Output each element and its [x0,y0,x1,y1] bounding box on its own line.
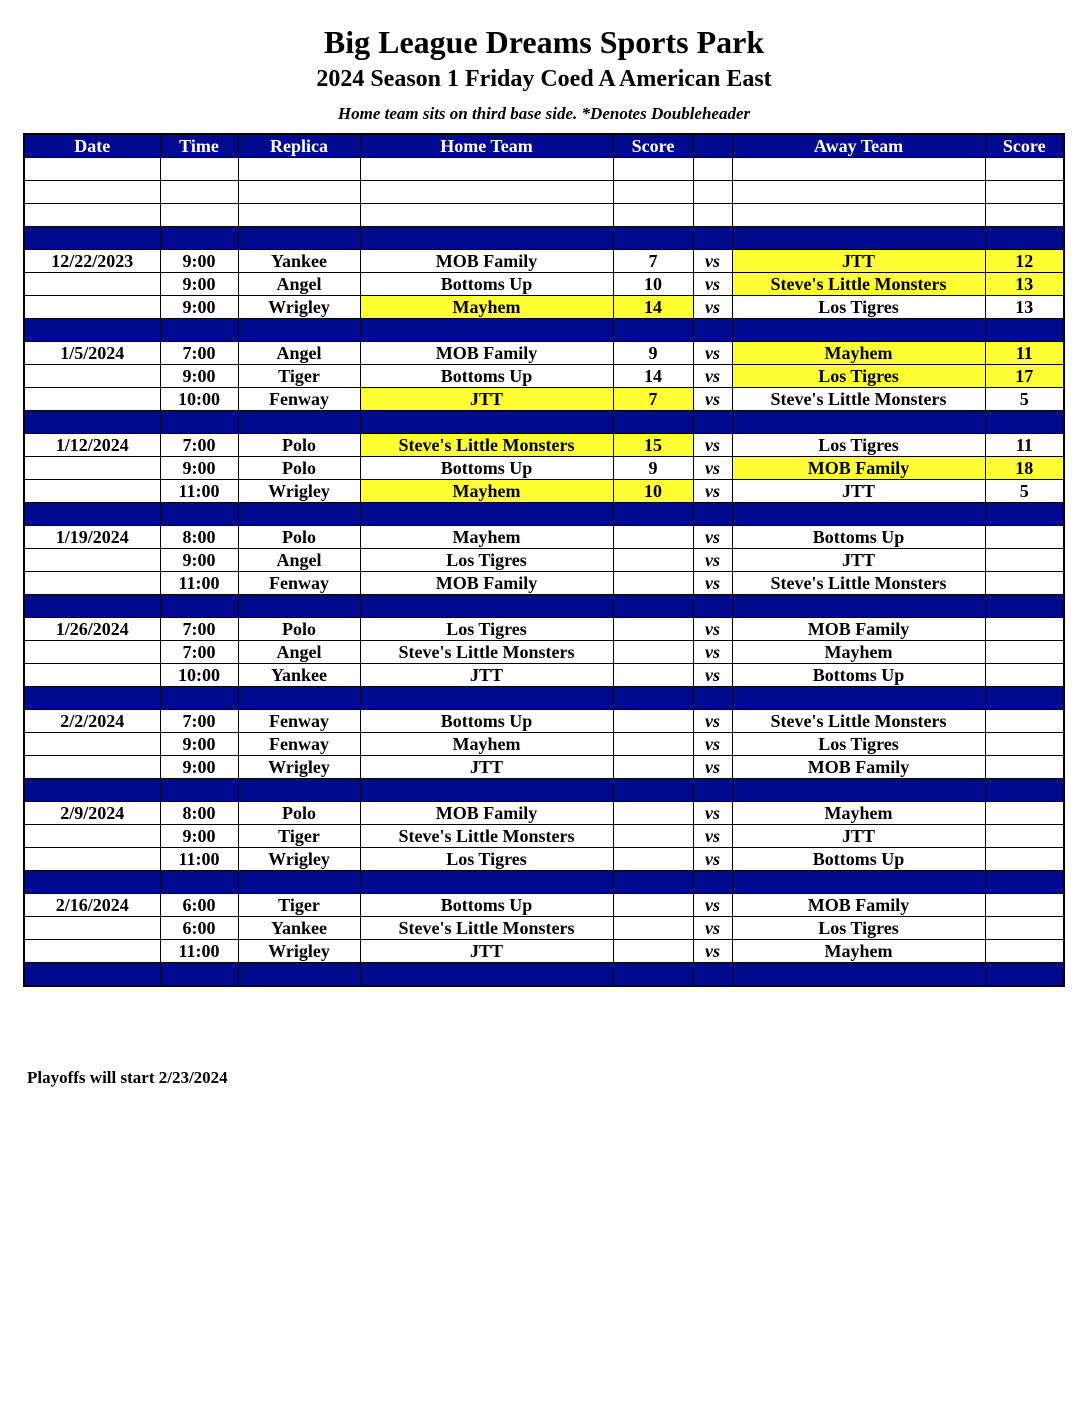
away-score: 12 [985,250,1064,273]
game-row [24,388,1064,411]
game-row [24,733,1064,756]
game-date [24,388,160,411]
game-date [24,940,160,963]
game-row [24,365,1064,388]
col-header-vs [693,134,732,158]
game-row [24,457,1064,480]
home-team: Los Tigres [360,848,613,871]
game-date [24,365,160,388]
away-score [985,526,1064,549]
home-team: MOB Family [360,572,613,595]
game-date [24,917,160,940]
away-team: Steve's Little Monsters [732,273,985,296]
away-team: Los Tigres [732,296,985,319]
game-row [24,756,1064,779]
schedule-table [23,133,1065,987]
home-team: Mayhem [360,526,613,549]
vs-label: vs [693,641,732,664]
game-row [24,480,1064,503]
away-score: 11 [985,434,1064,457]
home-score [613,641,693,664]
away-team: Mayhem [732,802,985,825]
away-score [985,572,1064,595]
home-score [613,802,693,825]
vs-label: vs [693,526,732,549]
game-field: Yankee [238,917,360,940]
home-score: 14 [613,365,693,388]
game-time: 10:00 [160,664,238,687]
away-score: 13 [985,273,1064,296]
game-field: Wrigley [238,296,360,319]
game-time: 7:00 [160,342,238,365]
page-note: Home team sits on third base side. *Denotes Doubleheader [337,104,751,123]
game-field: Yankee [238,250,360,273]
away-score [985,917,1064,940]
blank-row [24,204,1064,227]
game-date [24,641,160,664]
game-time: 9:00 [160,296,238,319]
game-row [24,641,1064,664]
vs-label: vs [693,273,732,296]
away-score [985,549,1064,572]
game-row [24,549,1064,572]
away-score [985,756,1064,779]
game-time: 7:00 [160,618,238,641]
home-score [613,710,693,733]
home-score [613,549,693,572]
game-time: 9:00 [160,457,238,480]
game-date [24,664,160,687]
away-team: Mayhem [732,641,985,664]
home-team: Mayhem [360,480,613,503]
away-score: 11 [985,342,1064,365]
away-team: JTT [732,825,985,848]
vs-label: vs [693,549,732,572]
game-field: Angel [238,549,360,572]
page-subtitle: 2024 Season 1 Friday Coed A American East [316,66,772,92]
home-team: Los Tigres [360,618,613,641]
away-score [985,894,1064,917]
vs-label: vs [693,664,732,687]
home-team: Bottoms Up [360,710,613,733]
game-time: 9:00 [160,825,238,848]
game-field: Wrigley [238,940,360,963]
vs-label: vs [693,365,732,388]
home-score: 14 [613,296,693,319]
vs-label: vs [693,434,732,457]
col-header-time: Time [160,134,238,158]
away-score: 13 [985,296,1064,319]
away-team: Los Tigres [732,365,985,388]
game-date: 2/9/2024 [24,802,160,825]
game-date [24,756,160,779]
home-score: 7 [613,388,693,411]
away-team: Los Tigres [732,434,985,457]
game-row [24,618,1064,641]
away-team: JTT [732,250,985,273]
away-team: Los Tigres [732,733,985,756]
home-score [613,618,693,641]
header-row [24,134,1064,158]
game-date [24,825,160,848]
vs-label: vs [693,342,732,365]
home-team: Steve's Little Monsters [360,434,613,457]
game-row [24,296,1064,319]
game-date: 1/19/2024 [24,526,160,549]
away-team: Bottoms Up [732,526,985,549]
game-time: 9:00 [160,549,238,572]
week-separator-row [24,503,1064,526]
game-time: 9:00 [160,365,238,388]
col-header-home-score: Score [613,134,693,158]
game-row [24,940,1064,963]
away-team: Mayhem [732,342,985,365]
vs-label: vs [693,618,732,641]
game-date [24,549,160,572]
playoffs-note: Playoffs will start 2/23/2024 [27,1068,228,1087]
game-field: Fenway [238,710,360,733]
col-header-away-score: Score [985,134,1064,158]
away-team: Steve's Little Monsters [732,388,985,411]
game-field: Wrigley [238,480,360,503]
vs-label: vs [693,296,732,319]
vs-label: vs [693,756,732,779]
week-separator-row [24,319,1064,342]
week-separator-row [24,595,1064,618]
away-score [985,618,1064,641]
game-field: Fenway [238,733,360,756]
game-row [24,342,1064,365]
away-score [985,641,1064,664]
away-team: MOB Family [732,894,985,917]
game-field: Angel [238,641,360,664]
away-score [985,825,1064,848]
week-separator-row [24,411,1064,434]
game-time: 7:00 [160,641,238,664]
away-score [985,802,1064,825]
game-row [24,664,1064,687]
week-separator-row [24,871,1064,894]
vs-label: vs [693,848,732,871]
game-date [24,273,160,296]
game-field: Yankee [238,664,360,687]
away-score: 5 [985,388,1064,411]
game-date [24,848,160,871]
game-time: 11:00 [160,480,238,503]
home-team: JTT [360,756,613,779]
game-field: Polo [238,457,360,480]
home-team: JTT [360,664,613,687]
home-team: JTT [360,940,613,963]
game-field: Tiger [238,894,360,917]
home-score: 9 [613,342,693,365]
vs-label: vs [693,917,732,940]
home-score [613,572,693,595]
vs-label: vs [693,710,732,733]
game-field: Wrigley [238,756,360,779]
game-row [24,802,1064,825]
game-field: Angel [238,273,360,296]
away-team: Bottoms Up [732,848,985,871]
blank-row [24,158,1064,181]
week-separator-row [24,779,1064,802]
game-date [24,733,160,756]
game-time: 9:00 [160,273,238,296]
away-score: 5 [985,480,1064,503]
week-separator-row [24,227,1064,250]
home-team: Steve's Little Monsters [360,641,613,664]
game-field: Fenway [238,572,360,595]
home-team: Bottoms Up [360,273,613,296]
away-score: 18 [985,457,1064,480]
home-score [613,526,693,549]
vs-label: vs [693,733,732,756]
home-score: 10 [613,480,693,503]
away-team: Mayhem [732,940,985,963]
game-row [24,848,1064,871]
home-team: Steve's Little Monsters [360,917,613,940]
away-score [985,710,1064,733]
away-score [985,940,1064,963]
game-row [24,917,1064,940]
game-field: Angel [238,342,360,365]
away-team: Bottoms Up [732,664,985,687]
home-team: MOB Family [360,250,613,273]
game-field: Polo [238,434,360,457]
game-date: 1/12/2024 [24,434,160,457]
game-field: Tiger [238,825,360,848]
game-time: 9:00 [160,756,238,779]
away-score [985,664,1064,687]
game-date [24,572,160,595]
game-field: Polo [238,618,360,641]
game-date: 2/2/2024 [24,710,160,733]
home-score [613,894,693,917]
game-field: Polo [238,526,360,549]
vs-label: vs [693,894,732,917]
away-team: JTT [732,549,985,572]
game-date [24,480,160,503]
home-team: Mayhem [360,733,613,756]
game-row [24,250,1064,273]
col-header-away-team: Away Team [732,134,985,158]
home-score [613,940,693,963]
game-time: 9:00 [160,250,238,273]
week-separator-row [24,963,1064,987]
game-date [24,296,160,319]
home-team: MOB Family [360,802,613,825]
home-score: 7 [613,250,693,273]
game-row [24,526,1064,549]
game-row [24,273,1064,296]
schedule-body [24,158,1064,987]
home-team: Los Tigres [360,549,613,572]
home-team: Bottoms Up [360,894,613,917]
game-time: 8:00 [160,526,238,549]
home-score: 9 [613,457,693,480]
vs-label: vs [693,388,732,411]
game-time: 10:00 [160,388,238,411]
game-time: 6:00 [160,894,238,917]
game-date: 1/5/2024 [24,342,160,365]
away-team: MOB Family [732,457,985,480]
home-score: 15 [613,434,693,457]
vs-label: vs [693,825,732,848]
game-time: 7:00 [160,434,238,457]
home-team: Bottoms Up [360,457,613,480]
game-field: Wrigley [238,848,360,871]
home-score [613,917,693,940]
game-time: 7:00 [160,710,238,733]
vs-label: vs [693,802,732,825]
game-field: Fenway [238,388,360,411]
page-title: Big League Dreams Sports Park [323,24,765,60]
away-team: MOB Family [732,756,985,779]
game-row [24,825,1064,848]
game-time: 8:00 [160,802,238,825]
col-header-home-team: Home Team [360,134,613,158]
week-separator-row [24,687,1064,710]
game-time: 11:00 [160,572,238,595]
away-score [985,733,1064,756]
vs-label: vs [693,572,732,595]
col-header-date: Date [24,134,160,158]
home-score [613,825,693,848]
vs-label: vs [693,250,732,273]
col-header-replica: Replica [238,134,360,158]
vs-label: vs [693,940,732,963]
game-time: 11:00 [160,940,238,963]
away-team: JTT [732,480,985,503]
away-team: Steve's Little Monsters [732,710,985,733]
home-score [613,733,693,756]
game-time: 6:00 [160,917,238,940]
home-score [613,756,693,779]
game-time: 9:00 [160,733,238,756]
home-team: Steve's Little Monsters [360,825,613,848]
home-score [613,664,693,687]
game-row [24,710,1064,733]
home-team: JTT [360,388,613,411]
home-team: Bottoms Up [360,365,613,388]
game-date: 1/26/2024 [24,618,160,641]
home-score: 10 [613,273,693,296]
game-row [24,434,1064,457]
game-field: Tiger [238,365,360,388]
away-team: Steve's Little Monsters [732,572,985,595]
game-row [24,572,1064,595]
away-team: Los Tigres [732,917,985,940]
away-score: 17 [985,365,1064,388]
away-score [985,848,1064,871]
game-field: Polo [238,802,360,825]
vs-label: vs [693,457,732,480]
game-time: 11:00 [160,848,238,871]
home-score [613,848,693,871]
game-row [24,894,1064,917]
vs-label: vs [693,480,732,503]
blank-row [24,181,1064,204]
away-team: MOB Family [732,618,985,641]
game-date [24,457,160,480]
home-team: Mayhem [360,296,613,319]
home-team: MOB Family [360,342,613,365]
game-date: 12/22/2023 [24,250,160,273]
game-date: 2/16/2024 [24,894,160,917]
